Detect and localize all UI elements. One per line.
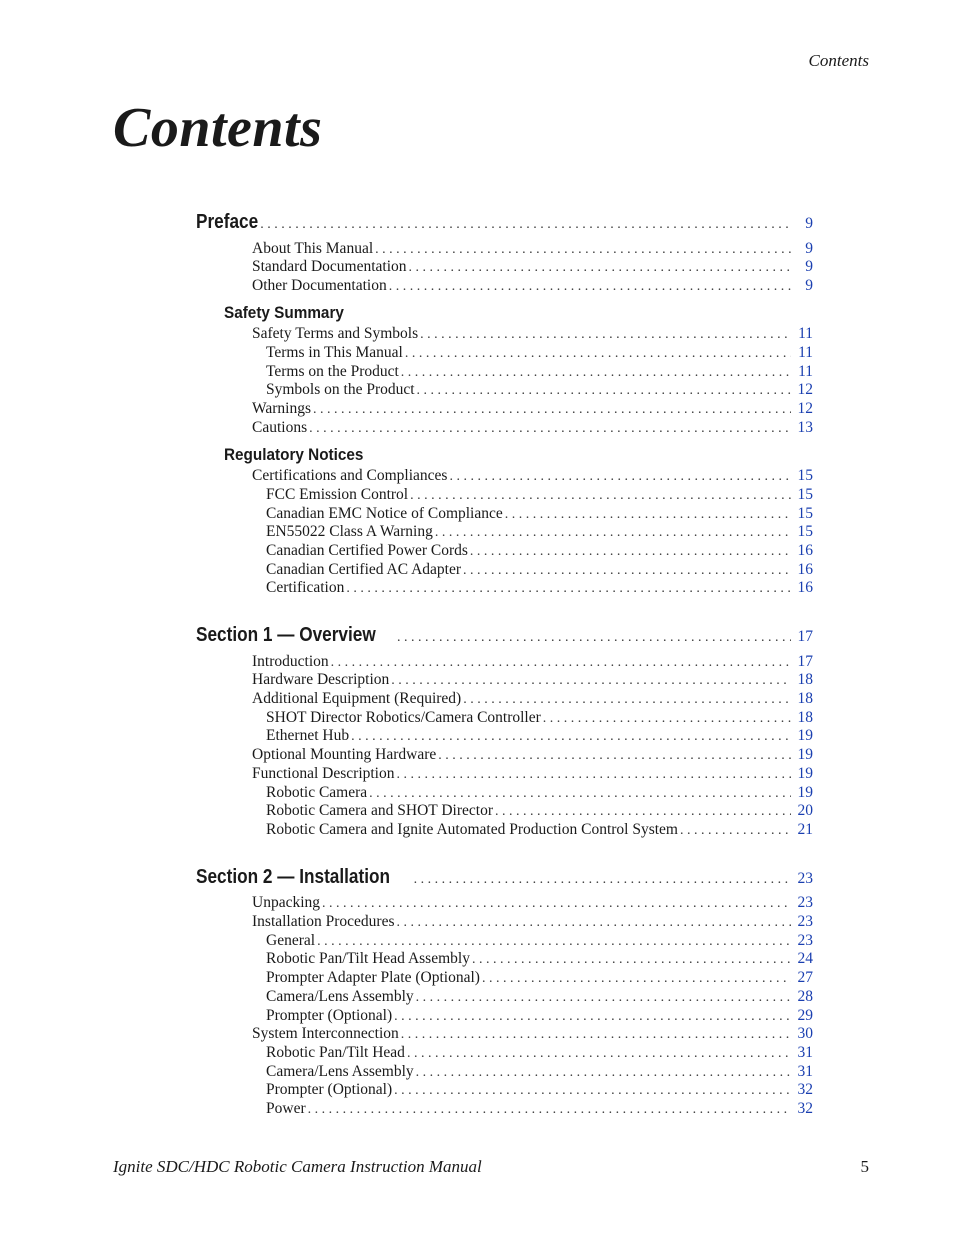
leader-dots [409, 260, 791, 276]
toc-entry-other-documentation[interactable]: Other Documentation . . . 9 [252, 277, 813, 295]
leader-dots [397, 630, 791, 646]
toc-entry-ac-adapter[interactable]: Canadian Certified AC Adapter . . . 16 [266, 561, 813, 579]
page-link[interactable]: 31 [797, 1044, 813, 1061]
leader-dots [375, 242, 791, 258]
toc-entry-general[interactable]: General . . . 23 [266, 932, 813, 950]
page-link[interactable]: 19 [797, 727, 813, 744]
leader-dots [401, 365, 791, 381]
page-link[interactable]: 15 [797, 523, 813, 540]
page-link[interactable]: 32 [797, 1081, 813, 1098]
toc-entry-warnings[interactable]: Warnings . . . 12 [252, 400, 813, 418]
toc-entry-robotic-camera[interactable]: Robotic Camera . . . 19 [266, 784, 813, 802]
leader-dots [322, 896, 791, 912]
leader-dots [401, 1027, 791, 1043]
toc-entry-prompter-adapter[interactable]: Prompter Adapter Plate (Optional) . . . 27 [266, 969, 813, 987]
toc-entry-functional-description[interactable]: Functional Description . . . 19 [252, 765, 813, 783]
toc-entry-pan-tilt-assembly[interactable]: Robotic Pan/Tilt Head Assembly . . . 24 [266, 950, 813, 968]
toc-entry-robotic-camera-shot[interactable]: Robotic Camera and SHOT Director . . . 20 [266, 802, 813, 820]
page-link[interactable]: 11 [798, 325, 813, 342]
leader-dots [505, 507, 791, 523]
leader-dots [351, 729, 791, 745]
footer-manual-title: Ignite SDC/HDC Robotic Camera Instruction Manual [113, 1157, 482, 1176]
page-link[interactable]: 16 [797, 561, 813, 578]
toc-entry-safety-terms[interactable]: Safety Terms and Symbols . . . 11 [252, 325, 813, 343]
leader-dots [482, 971, 791, 987]
page-link[interactable]: 19 [797, 784, 813, 801]
toc-entry-optional-mounting[interactable]: Optional Mounting Hardware . . . 19 [252, 746, 813, 764]
toc-entry-terms-manual[interactable]: Terms in This Manual . . . 11 [266, 344, 813, 362]
toc-entry-hardware-description[interactable]: Hardware Description . . . 18 [252, 671, 813, 689]
page-link[interactable]: 16 [797, 579, 813, 596]
page-link[interactable]: 12 [797, 400, 813, 417]
page-link[interactable]: 17 [797, 653, 813, 670]
leader-dots [495, 804, 791, 820]
toc-entry-pan-tilt-head[interactable]: Robotic Pan/Tilt Head . . . 31 [266, 1044, 813, 1062]
leader-dots [260, 217, 791, 233]
toc-entry-canadian-emc[interactable]: Canadian EMC Notice of Compliance . . . 15 [266, 505, 813, 523]
toc-entry-certifications[interactable]: Certifications and Compliances . . . 15 [252, 467, 813, 485]
page-link[interactable]: 16 [797, 542, 813, 559]
page-link[interactable]: 23 [797, 913, 813, 930]
toc-entry-section-1[interactable]: Section 1 — Overview . . . 17 [196, 624, 813, 647]
page-link[interactable]: 9 [805, 277, 813, 294]
toc-subheading-regulatory-notices: Regulatory Notices [224, 445, 364, 464]
leader-dots [416, 1065, 791, 1081]
leader-dots [420, 327, 791, 343]
toc-entry-ethernet-hub[interactable]: Ethernet Hub . . . 19 [266, 727, 813, 745]
leader-dots [407, 1046, 791, 1062]
page-link[interactable]: 24 [797, 950, 813, 967]
toc-entry-shot-director[interactable]: SHOT Director Robotics/Camera Controller . . . 18 [266, 709, 813, 727]
leader-dots [391, 673, 791, 689]
page-link[interactable]: 13 [797, 419, 813, 436]
page-link[interactable]: 12 [797, 381, 813, 398]
page-link[interactable]: 23 [797, 932, 813, 949]
leader-dots [405, 346, 791, 362]
leader-dots [463, 563, 791, 579]
leader-dots [463, 692, 791, 708]
toc-entry-symbols-product[interactable]: Symbols on the Product . . . 12 [266, 381, 813, 399]
toc-entry-unpacking[interactable]: Unpacking . . . 23 [252, 894, 813, 912]
leader-dots [416, 990, 791, 1006]
page-link[interactable]: 15 [797, 505, 813, 522]
toc-entry-fcc[interactable]: FCC Emission Control . . . 15 [266, 486, 813, 504]
page-link[interactable]: 9 [805, 240, 813, 257]
page-link[interactable]: 21 [797, 821, 813, 838]
page-link[interactable]: 19 [797, 746, 813, 763]
toc-entry-introduction[interactable]: Introduction . . . 17 [252, 653, 813, 671]
toc-entry-prompter-2[interactable]: Prompter (Optional) . . . 32 [266, 1081, 813, 1099]
page-title: Contents [113, 97, 323, 159]
leader-dots [346, 581, 791, 597]
toc-entry-about[interactable]: About This Manual . . . 9 [252, 240, 813, 258]
page-link[interactable]: 11 [798, 363, 813, 380]
toc-entry-certification[interactable]: Certification . . . 16 [266, 579, 813, 597]
page-link[interactable]: 31 [797, 1063, 813, 1080]
footer-page-number: 5 [860, 1157, 869, 1176]
leader-dots [414, 872, 791, 888]
page-link[interactable]: 23 [797, 894, 813, 911]
page-link[interactable]: 28 [797, 988, 813, 1005]
page-link[interactable]: 18 [797, 690, 813, 707]
page-link[interactable]: 32 [797, 1100, 813, 1117]
leader-dots [397, 767, 792, 783]
page-link[interactable]: 23 [797, 870, 813, 887]
leader-dots [435, 525, 791, 541]
leader-dots [438, 748, 791, 764]
leader-dots [309, 421, 791, 437]
toc-subheading-safety-summary: Safety Summary [224, 303, 344, 322]
toc-entry-system-interconnection[interactable]: System Interconnection . . . 30 [252, 1025, 813, 1043]
leader-dots [394, 1009, 791, 1025]
page-link[interactable]: 18 [797, 709, 813, 726]
toc-entry-cautions[interactable]: Cautions . . . 13 [252, 419, 813, 437]
toc-entry-camera-lens-assembly-2[interactable]: Camera/Lens Assembly . . . 31 [266, 1063, 813, 1081]
leader-dots [396, 915, 791, 931]
leader-dots [449, 469, 791, 485]
toc-entry-section-2[interactable]: Section 2 — Installation . . . 23 [196, 866, 813, 889]
page-link[interactable]: 19 [797, 765, 813, 782]
page-link[interactable]: 20 [797, 802, 813, 819]
leader-dots [470, 544, 791, 560]
page-link[interactable]: 17 [797, 628, 813, 645]
leader-dots [317, 934, 791, 950]
leader-dots [680, 823, 791, 839]
toc-entry-power-cords[interactable]: Canadian Certified Power Cords . . . 16 [266, 542, 813, 560]
leader-dots [472, 952, 791, 968]
page-link[interactable]: 15 [797, 486, 813, 503]
leader-dots [410, 488, 791, 504]
page-link[interactable]: 11 [798, 344, 813, 361]
toc-entry-preface[interactable]: Preface . . . 9 [196, 211, 813, 234]
leader-dots [331, 655, 791, 671]
page-link[interactable]: 29 [797, 1007, 813, 1024]
toc-entry-additional-equipment[interactable]: Additional Equipment (Required) . . . 18 [252, 690, 813, 708]
page-link[interactable]: 9 [805, 215, 813, 232]
toc-entry-prompter[interactable]: Prompter (Optional) . . . 29 [266, 1007, 813, 1025]
leader-dots [313, 402, 791, 418]
toc-entry-standard-documentation[interactable]: Standard Documentation . . . 9 [252, 258, 813, 276]
page-link[interactable]: 15 [797, 467, 813, 484]
page-link[interactable]: 9 [805, 258, 813, 275]
toc-entry-camera-lens-assembly[interactable]: Camera/Lens Assembly . . . 28 [266, 988, 813, 1006]
leader-dots [394, 1083, 791, 1099]
toc-entry-installation-procedures[interactable]: Installation Procedures . . . 23 [252, 913, 813, 931]
page-link[interactable]: 27 [797, 969, 813, 986]
toc-entry-terms-product[interactable]: Terms on the Product . . . 11 [266, 363, 813, 381]
toc-entry-en55022[interactable]: EN55022 Class A Warning . . . 15 [266, 523, 813, 541]
page-link[interactable]: 18 [797, 671, 813, 688]
leader-dots [369, 786, 791, 802]
leader-dots [543, 711, 791, 727]
leader-dots [417, 383, 791, 399]
toc-entry-power[interactable]: Power . . . 32 [266, 1100, 813, 1118]
leader-dots [389, 279, 791, 295]
toc-entry-robotic-camera-ignite[interactable]: Robotic Camera and Ignite Automated Production Control System . . . 21 [266, 821, 813, 839]
leader-dots [308, 1102, 791, 1118]
page-link[interactable]: 30 [797, 1025, 813, 1042]
running-header: Contents [808, 51, 869, 70]
